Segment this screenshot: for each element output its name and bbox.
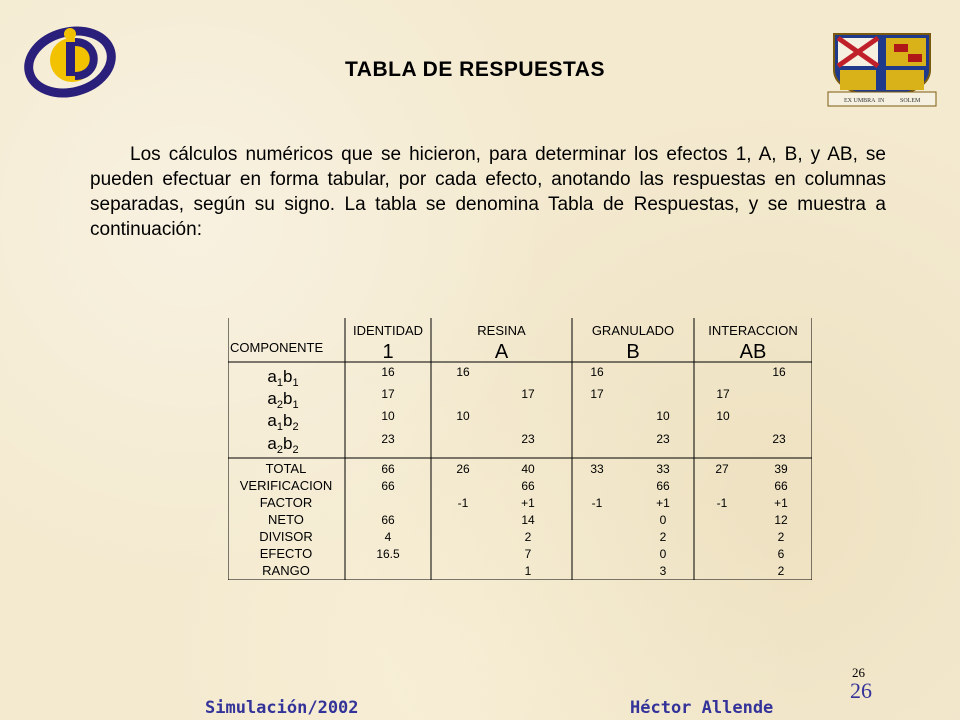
summary-label: NETO xyxy=(268,512,304,527)
summary-value: +1 xyxy=(521,496,535,510)
response-identity: 16 xyxy=(381,365,395,379)
response-label: $a_2b_2$ xyxy=(267,434,299,456)
slide-title xyxy=(0,58,960,82)
summary-value: 26 xyxy=(456,462,470,476)
response-table xyxy=(228,318,812,580)
header-column-symbol: AB xyxy=(739,341,767,363)
response-value: 23 xyxy=(656,432,670,446)
summary-value: 66 xyxy=(774,479,788,493)
response-identity: 17 xyxy=(381,387,395,401)
response-identity: 10 xyxy=(381,409,395,423)
header-column-symbol: 1 xyxy=(382,341,394,363)
response-value: 10 xyxy=(456,409,470,423)
response-value: 23 xyxy=(521,432,535,446)
header-column-symbol: A xyxy=(494,341,509,363)
response-value: 17 xyxy=(521,387,535,401)
summary-value: 2 xyxy=(524,530,532,544)
summary-label: EFECTO xyxy=(259,546,313,561)
summary-value: -1 xyxy=(716,496,728,510)
summary-value: 66 xyxy=(656,479,670,493)
summary-value: 6 xyxy=(777,547,785,561)
summary-label: DIVISOR xyxy=(259,529,313,544)
summary-value: 0 xyxy=(659,513,667,527)
summary-label: TOTAL xyxy=(265,461,307,476)
header-column-name: INTERACCION xyxy=(708,323,798,338)
page-number-small: 26 xyxy=(852,665,865,680)
response-identity: 23 xyxy=(381,432,395,446)
response-value: 16 xyxy=(772,365,786,379)
response-value: 16 xyxy=(456,365,470,379)
summary-value: 33 xyxy=(656,462,670,476)
header-column-name: RESINA xyxy=(477,323,526,338)
response-value: 17 xyxy=(590,387,604,401)
summary-value: 2 xyxy=(659,530,667,544)
summary-identity: 16.5 xyxy=(376,547,400,561)
header-column-name: IDENTIDAD xyxy=(352,323,424,338)
summary-label: RANGO xyxy=(262,563,310,578)
summary-value: +1 xyxy=(774,496,788,510)
summary-value: 39 xyxy=(774,462,788,476)
summary-identity: 66 xyxy=(381,479,395,493)
summary-identity: 4 xyxy=(384,530,392,544)
summary-value: 33 xyxy=(590,462,604,476)
summary-value: 2 xyxy=(777,564,785,578)
summary-value: 12 xyxy=(774,513,788,527)
motto-right: SOLEM xyxy=(900,98,921,104)
response-label: $a_1b_1$ xyxy=(267,367,299,389)
response-value: 17 xyxy=(716,387,730,401)
summary-value: 0 xyxy=(659,547,667,561)
body-paragraph: Los cálculos numéricos que se hicieron, para determinar los efectos 1, A, B, y AB, se pueden efectuar en forma tabular, por cada efecto, anotando las respuestas en columnas separadas, según su signo. La tabla se denomina Tabla de Respuestas, y se muestra a continuación: xyxy=(90,144,886,240)
summary-value: 3 xyxy=(659,564,667,578)
footer-author: Héctor Allende xyxy=(630,698,774,718)
footer-course: Simulación/2002 xyxy=(205,698,359,718)
header-column-symbol: B xyxy=(626,341,640,363)
motto-left: EX UMBRA xyxy=(844,98,876,104)
summary-value: 66 xyxy=(521,479,535,493)
summary-value: 14 xyxy=(521,513,535,527)
summary-label: FACTOR xyxy=(259,495,313,510)
response-value: 10 xyxy=(716,409,730,423)
summary-identity: 66 xyxy=(381,513,395,527)
response-value: 10 xyxy=(656,409,670,423)
response-label: $a_1b_2$ xyxy=(267,411,299,433)
summary-value: 40 xyxy=(521,462,535,476)
summary-value: 1 xyxy=(524,564,532,578)
motto-center: IN xyxy=(878,98,885,104)
slide-title-text: TABLA DE RESPUESTAS xyxy=(345,58,605,81)
summary-value: 27 xyxy=(715,462,729,476)
summary-value: -1 xyxy=(457,496,469,510)
summary-value: +1 xyxy=(656,496,670,510)
summary-identity: 66 xyxy=(381,462,395,476)
response-value: 16 xyxy=(590,365,604,379)
response-label: $a_2b_1$ xyxy=(267,389,299,411)
summary-value: -1 xyxy=(591,496,603,510)
page-number: 26 xyxy=(850,678,872,703)
response-value: 23 xyxy=(772,432,786,446)
summary-value: 2 xyxy=(777,530,785,544)
summary-label: VERIFICACION xyxy=(239,478,333,493)
summary-value: 7 xyxy=(524,547,532,561)
header-column-name: GRANULADO xyxy=(591,323,675,338)
header-component: COMPONENTE xyxy=(230,340,324,355)
